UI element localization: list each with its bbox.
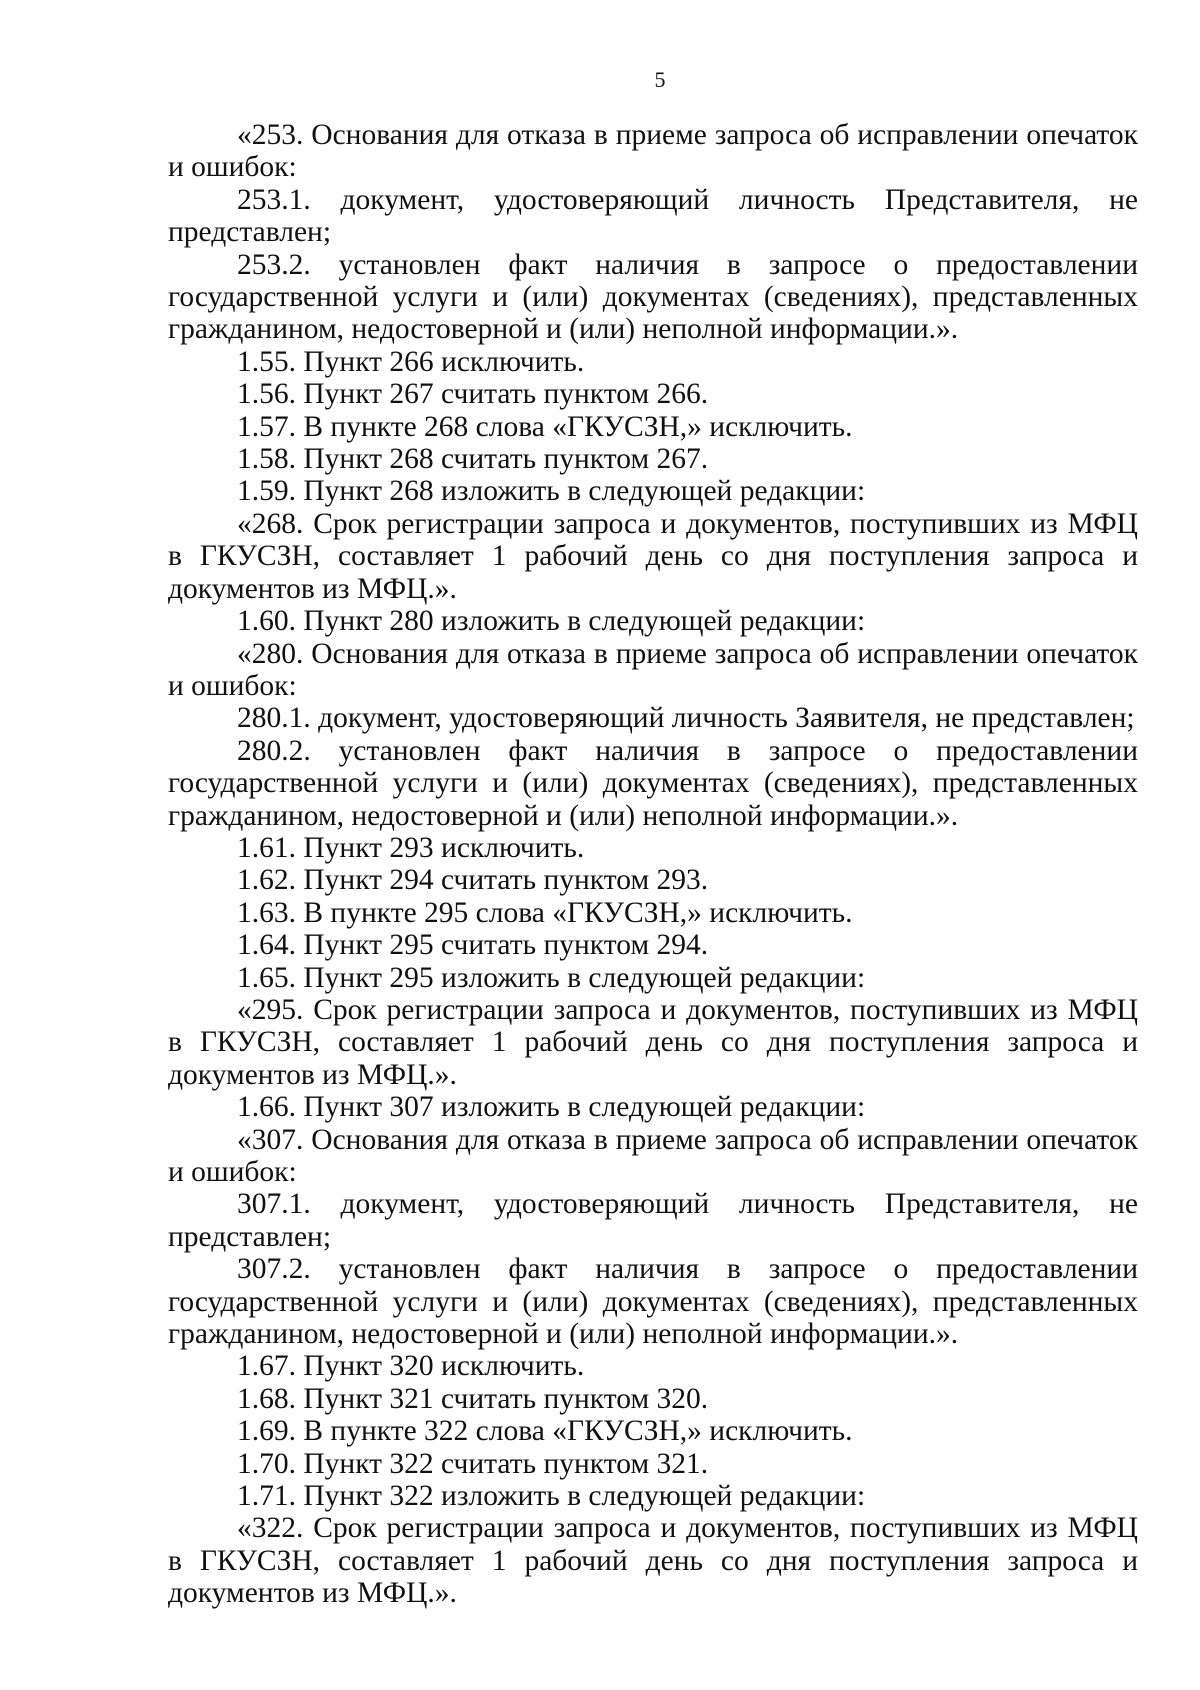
paragraph: 1.58. Пункт 268 считать пунктом 267. [237,443,709,476]
page-number: 5 [654,67,666,92]
paragraph: 307.2. установлен факт наличия в запросе о предоставлении государственной услуги и (или) документах (сведениях), представленных гражданином, недостоверной и (или) неполной информации.». [168,1253,1138,1351]
paragraph: 1.59. Пункт 268 изложить в следующей редакции: [237,475,866,508]
paragraph: 1.70. Пункт 322 считать пунктом 321. [237,1447,709,1480]
paragraph: 280.1. документ, удостоверяющий личность Заявителя, не представлен; [237,702,1135,735]
paragraph: 253.2. установлен факт наличия в запросе о предоставлении государственной услуги и (или) документах (сведениях), представленных гражданином, недостоверной и (или) неполной информации.». [168,248,1138,346]
paragraph: 1.71. Пункт 322 изложить в следующей редакции: [237,1480,866,1513]
paragraph: 1.62. Пункт 294 считать пунктом 293. [237,864,709,897]
paragraph: 1.55. Пункт 266 исключить. [237,345,585,378]
paragraph: 1.60. Пункт 280 изложить в следующей редакции: [237,605,866,638]
paragraph: 280.2. установлен факт наличия в запросе о предоставлении государственной услуги и (или) документах (сведениях), представленных гражданином, недостоверной и (или) неполной информации.». [168,734,1138,832]
paragraph: 1.61. Пункт 293 исключить. [237,831,585,864]
paragraph: 1.64. Пункт 295 считать пунктом 294. [237,929,709,962]
paragraph: 1.65. Пункт 295 изложить в следующей редакции: [237,961,866,994]
paragraph: 1.66. Пункт 307 изложить в следующей редакции: [237,1091,866,1124]
paragraph: «280. Основания для отказа в приеме запроса об исправлении опечаток и ошибок: [168,637,1138,702]
paragraph: «295. Срок регистрации запроса и документов, поступивших из МФЦ в ГКУСЗН, составляет 1 рабочий день со дня поступления запроса и документов из МФЦ.». [168,993,1138,1091]
paragraph: «268. Срок регистрации запроса и документов, поступивших из МФЦ в ГКУСЗН, составляет 1 рабочий день со дня поступления запроса и документов из МФЦ.». [168,507,1138,605]
paragraph: 1.57. В пункте 268 слова «ГКУСЗН,» исключить. [237,410,853,443]
document-body [168,119,1138,1610]
paragraph: 1.67. Пункт 320 исключить. [237,1350,585,1383]
paragraph: 1.69. В пункте 322 слова «ГКУСЗН,» исключить. [237,1415,853,1448]
paragraph: 307.1. документ, удостоверяющий личность Представителя, не представлен; [168,1188,1138,1253]
paragraph: 1.63. В пункте 295 слова «ГКУСЗН,» исключить. [237,896,853,929]
paragraph: 1.56. Пункт 267 считать пунктом 266. [237,378,709,411]
paragraph: 253.1. документ, удостоверяющий личность Представителя, не представлен; [168,183,1138,249]
paragraph: «253. Основания для отказа в приеме запроса об исправлении опечаток и ошибок: [168,119,1138,184]
paragraph: 1.68. Пункт 321 считать пунктом 320. [237,1382,709,1415]
paragraph: «322. Срок регистрации запроса и документов, поступивших из МФЦ в ГКУСЗН, составляет 1 рабочий день со дня поступления запроса и документов из МФЦ.». [168,1512,1138,1610]
paragraph: «307. Основания для отказа в приеме запроса об исправлении опечаток и ошибок: [168,1123,1138,1188]
